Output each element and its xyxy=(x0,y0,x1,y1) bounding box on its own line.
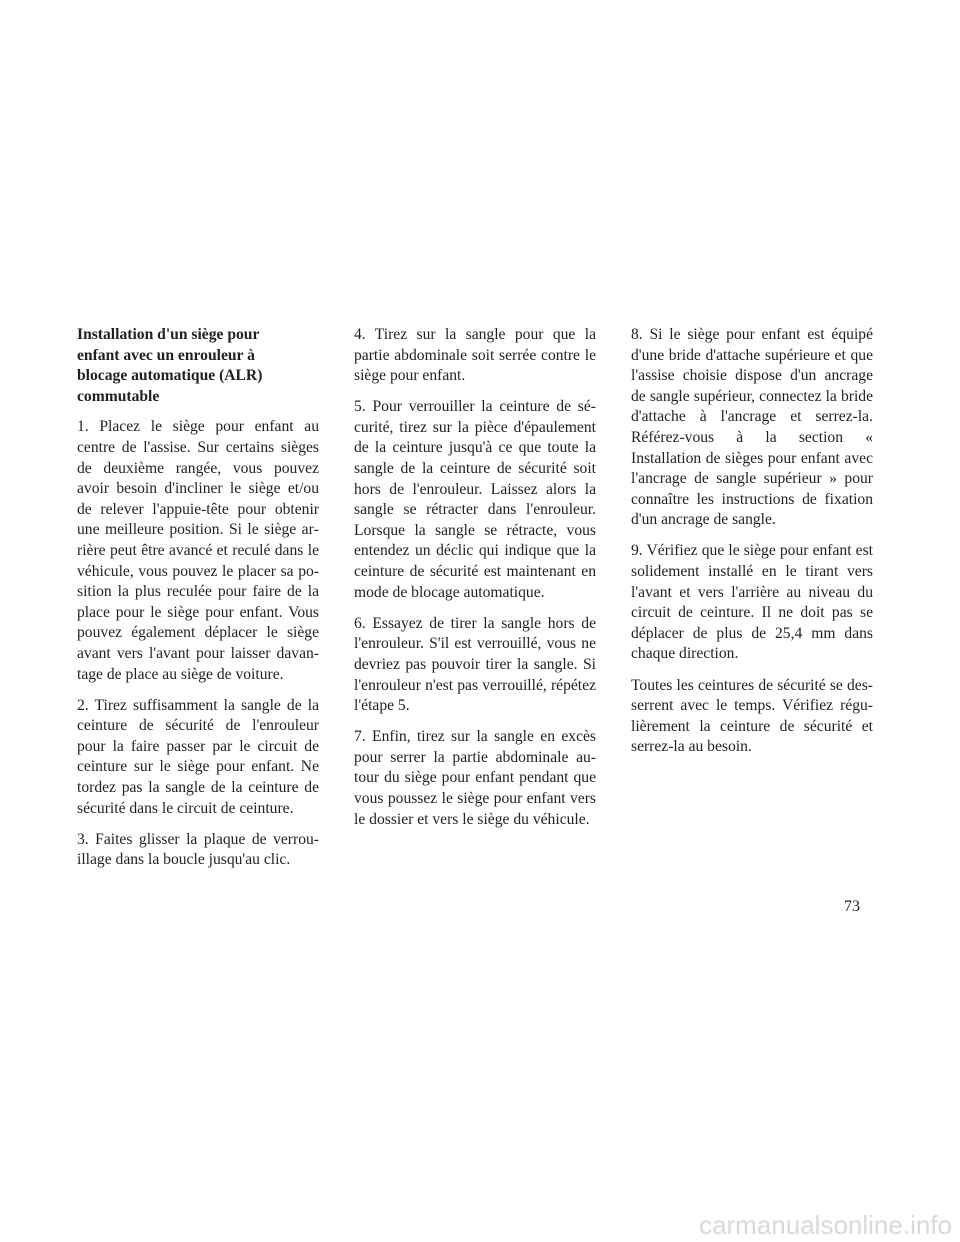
heading-line: Installation d'un siège pour xyxy=(77,326,260,343)
text-column-3 xyxy=(631,325,873,768)
step-3-paragraph: 3. Faites glisser la plaque de verrouillage dans la boucle jusqu'au clic. xyxy=(77,830,319,869)
step-1-paragraph: 1. Placez le siège pour enfant au centre de l'assise. Sur certains sièges de deuxième rangée, vous pouvez avoir besoin d'incliner le siège et/ou de relever l'appuie-tête pour obtenir une meilleure position. Si le siège arrière peut être avancé et reculé dans le véhicule, vous pouvez le placer sa position la plus reculée pour faire de la place pour le siège pour enfant. Vous pouvez également déplacer le siège avant vers l'avant pour laisser davantage de place au siège de voiture. xyxy=(77,418,319,683)
section-heading xyxy=(77,325,319,407)
step-8-paragraph: 8. Si le siège pour enfant est équipé d'une bride d'attache supérieure et que l'assise choisie dispose d'un ancrage de sangle supérieur, connectez la bride d'attache à l'ancrage et serrez-la. Référez-vous à la section « Installation de sièges pour enfant avec l'ancrage de sangle supérieur » pour connaître les instructions de fixation d'un ancrage de sangle. xyxy=(631,326,873,529)
step-7-paragraph: 7. Enfin, tirez sur la sangle en excès pour serrer la partie abdominale autour du siège pour enfant pendant que vous poussez le siège pour enfant vers le dossier et vers le siège du véhicule. xyxy=(354,728,596,828)
watermark: carmanualsonline.info xyxy=(699,1210,952,1240)
text-column-2 xyxy=(354,325,596,841)
heading-line: blocage automatique (ALR) xyxy=(77,367,263,385)
step-9-paragraph: 9. Vérifiez que le siège pour enfant est solidement installé en le tirant vers l'avant et vers l'arrière au niveau du circuit de ceinture. Il ne doit pas se déplacer de plus de 25,4 mm dans chaque direction. xyxy=(631,542,873,663)
step-2-paragraph: 2. Tirez suffisamment la sangle de la ceinture de sécurité de l'enrouleur pour la faire passer par le circuit de ceinture sur le siège pour enfant. Ne tordez pas la sangle de la ceinture de sécurité dans le circuit de ceinture. xyxy=(77,696,319,817)
text-column-1 xyxy=(77,325,319,881)
heading-line: enfant avec un enrouleur à xyxy=(77,346,255,364)
step-5-paragraph: 5. Pour verrouiller la ceinture de sécurité, tirez sur la pièce d'épaulement de la ceinture jusqu'à ce que toute la sangle de la ceinture de sécurité soit hors de l'enrouleur. Laissez alors la sangle se rétracter dans l'enrouleur. Lorsque la sangle se rétracte, vous entendez un déclic qui indique que la ceinture de sécurité est maintenant en mode de blocage automatique. xyxy=(354,398,596,601)
note-paragraph: Toutes les ceintures de sécurité se desserrent avec le temps. Vérifiez régulièrement la ceinture de sécurité et serrez-la au besoin. xyxy=(631,676,873,756)
page-number: 73 xyxy=(844,898,860,915)
step-6-paragraph: 6. Essayez de tirer la sangle hors de l'enrouleur. S'il est verrouillé, vous ne devriez pas pouvoir tirer la sangle. Si l'enrouleur n'est pas verrouillé, répétez l'étape 5. xyxy=(354,614,596,715)
heading-line: commutable xyxy=(77,387,160,405)
step-4-paragraph: 4. Tirez sur la sangle pour que la partie abdominale soit serrée contre le siège pour enfant. xyxy=(354,326,596,385)
